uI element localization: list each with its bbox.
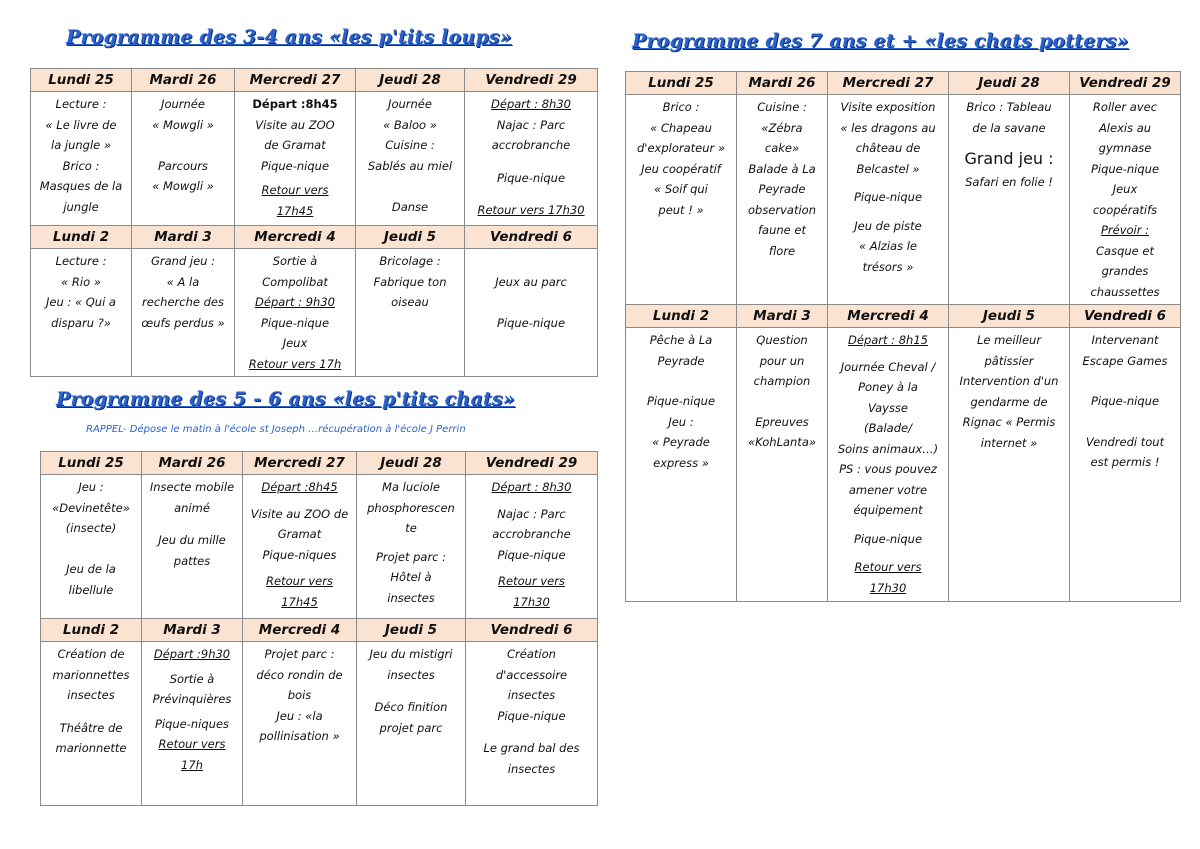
day-header: Mardi 3 — [142, 619, 243, 642]
day-header: Jeudi 28 — [357, 452, 466, 475]
day-header: Vendredi 29 — [465, 69, 598, 92]
day-header: Mercredi 4 — [828, 305, 949, 328]
day-header: Vendredi 6 — [1070, 305, 1181, 328]
day-header: Vendredi 6 — [466, 619, 598, 642]
header-row-week-1 — [31, 69, 598, 92]
day-header: Mardi 3 — [737, 305, 828, 328]
day-header: Lundi 2 — [31, 226, 132, 249]
activity-cell: Départ :8h45 Visite au ZOO de Gramat Pique-nique Retour vers 17h45 — [235, 92, 356, 226]
activity-cell: Pêche à La Peyrade Pique-nique Jeu : « Peyrade express » — [626, 328, 737, 602]
activity-cell: Roller avec Alexis au gymnase Pique-nique Jeux coopératifs Prévoir : Casque et grandes chaussettes — [1070, 95, 1181, 305]
activity-row-week-2 — [31, 249, 598, 377]
day-header: Mercredi 27 — [243, 452, 357, 475]
day-header: Jeudi 28 — [356, 69, 465, 92]
activity-cell: Départ : 8h30 Najac : Parc accrobranche Pique-nique Retour vers 17h30 — [466, 475, 598, 619]
activity-cell: Lecture : « Le livre de la jungle » Brico : Masques de la jungle — [31, 92, 132, 226]
activity-cell: Grand jeu : « A la recherche des œufs perdus » — [132, 249, 235, 377]
day-header: Lundi 25 — [41, 452, 142, 475]
activity-cell: Création de marionnettes insectes Théâtre de marionnette — [41, 642, 142, 806]
activity-cell: Départ :9h30 Sortie à Prévinquières Pique-niques Retour vers 17h — [142, 642, 243, 806]
title-3-4-ans: Programme des 3-4 ans «les p'tits loups» — [66, 26, 512, 48]
header-row-week-2 — [626, 305, 1181, 328]
activity-row-week-1 — [626, 95, 1181, 305]
activity-cell: Brico : Tableau de la savane Grand jeu : Safari en folie ! — [949, 95, 1070, 305]
day-header: Mercredi 27 — [828, 72, 949, 95]
day-header: Mercredi 27 — [235, 69, 356, 92]
day-header: Mardi 26 — [132, 69, 235, 92]
day-header: Mercredi 4 — [243, 619, 357, 642]
day-header: Mardi 26 — [142, 452, 243, 475]
day-header: Lundi 2 — [41, 619, 142, 642]
day-header: Lundi 2 — [626, 305, 737, 328]
table-7-ans — [625, 71, 1181, 602]
day-header: Vendredi 29 — [1070, 72, 1181, 95]
day-header: Jeudi 5 — [949, 305, 1070, 328]
activity-cell: Insecte mobile animé Jeu du mille pattes — [142, 475, 243, 619]
day-header: Jeudi 5 — [357, 619, 466, 642]
activity-cell: Intervenant Escape Games Pique-nique Vendredi tout est permis ! — [1070, 328, 1181, 602]
activity-row-week-1 — [41, 475, 598, 619]
activity-cell: Jeu : «Devinetête» (insecte) Jeu de la libellule — [41, 475, 142, 619]
activity-cell: Visite exposition « les dragons au château de Belcastel » Pique-nique Jeu de piste « Alzias le trésors » — [828, 95, 949, 305]
day-header: Mardi 26 — [737, 72, 828, 95]
header-row-week-1 — [626, 72, 1181, 95]
activity-cell: Ma luciole phosphorescen te Projet parc : Hôtel à insectes — [357, 475, 466, 619]
activity-cell: Départ : 8h15 Journée Cheval / Poney à la Vaysse (Balade/ Soins animaux…) PS : vous pouvez amener votre équipement Pique-nique Retour vers 17h30 — [828, 328, 949, 602]
header-row-week-2 — [41, 619, 598, 642]
activity-cell: Bricolage : Fabrique ton oiseau — [356, 249, 465, 377]
title-5-6-ans: Programme des 5 - 6 ans «les p'tits chats» — [56, 388, 515, 410]
activity-cell: Question pour un champion Epreuves «KohLanta» — [737, 328, 828, 602]
activity-cell: Projet parc : déco rondin de bois Jeu : «la pollinisation » — [243, 642, 357, 806]
title-7-ans: Programme des 7 ans et + «les chats potters» — [632, 30, 1129, 52]
day-header: Jeudi 28 — [949, 72, 1070, 95]
day-header: Vendredi 6 — [465, 226, 598, 249]
activity-cell: Journée « Baloo » Cuisine : Sablés au miel Danse — [356, 92, 465, 226]
activity-cell: Départ :8h45 Visite au ZOO de Gramat Pique-niques Retour vers 17h45 — [243, 475, 357, 619]
day-header: Vendredi 29 — [466, 452, 598, 475]
activity-row-week-2 — [41, 642, 598, 806]
table-5-6-ans — [40, 451, 598, 806]
activity-row-week-2 — [626, 328, 1181, 602]
header-row-week-2 — [31, 226, 598, 249]
activity-cell: Journée « Mowgli » Parcours « Mowgli » — [132, 92, 235, 226]
activity-cell: Création d'accessoire insectes Pique-nique Le grand bal des insectes — [466, 642, 598, 806]
activity-cell: Le meilleur pâtissier Intervention d'un gendarme de Rignac « Permis internet » — [949, 328, 1070, 602]
activity-cell: Cuisine : «Zébra cake» Balade à La Peyrade observation faune et flore — [737, 95, 828, 305]
activity-cell: Sortie à Compolibat Départ : 9h30 Pique-nique Jeux Retour vers 17h — [235, 249, 356, 377]
activity-cell: Jeu du mistigri insectes Déco finition projet parc — [357, 642, 466, 806]
day-header: Lundi 25 — [31, 69, 132, 92]
day-header: Mardi 3 — [132, 226, 235, 249]
activity-cell: Lecture : « Rio » Jeu : « Qui a disparu ?» — [31, 249, 132, 377]
activity-cell: Brico : « Chapeau d'explorateur » Jeu coopératif « Soif qui peut ! » — [626, 95, 737, 305]
header-row-week-1 — [41, 452, 598, 475]
day-header: Mercredi 4 — [235, 226, 356, 249]
table-3-4-ans — [30, 68, 598, 377]
day-header: Jeudi 5 — [356, 226, 465, 249]
activity-cell: Jeux au parc Pique-nique — [465, 249, 598, 377]
day-header: Lundi 25 — [626, 72, 737, 95]
rappel-note: RAPPEL- Dépose le matin à l'école st Joseph …récupération à l'école J Perrin — [86, 424, 466, 435]
activity-cell: Départ : 8h30 Najac : Parc accrobranche Pique-nique Retour vers 17h30 — [465, 92, 598, 226]
activity-row-week-1 — [31, 92, 598, 226]
